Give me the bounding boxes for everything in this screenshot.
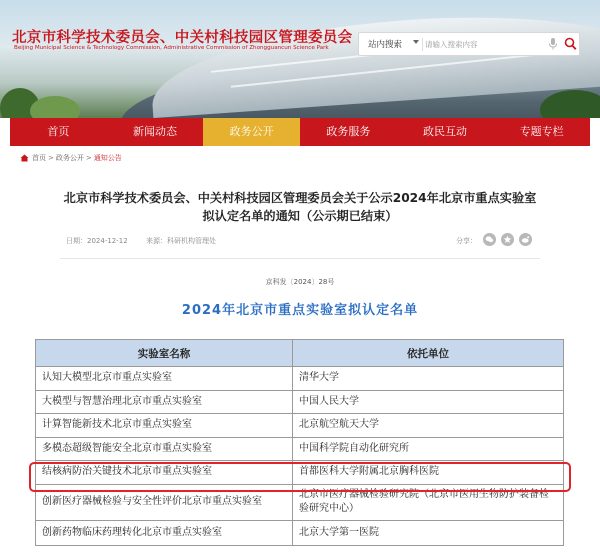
host-institution-cell: 北京大学第一医院 [293,520,564,545]
lab-list-table [35,339,564,546]
document-number: 京科发〔2024〕28号 [265,278,335,286]
host-institution-cell: 清华大学 [293,367,564,391]
home-icon [20,154,29,162]
host-institution-cell: 首都医科大学附属北京胸科医院 [293,461,564,485]
lab-name-cell: 多模态超级智能安全北京市重点实验室 [36,437,293,461]
host-institution-cell: 中国科学院自动化研究所 [293,437,564,461]
table-row [36,520,564,545]
nav-item-public-interaction[interactable]: 政民互动 [423,125,468,138]
lab-name-cell: 创新药物临床药理转化北京市重点实验室 [36,520,293,545]
table-row [36,437,564,461]
weibo-share-icon[interactable] [519,233,532,246]
lab-name-cell: 创新医疗器械检验与安全性评价北京市重点实验室 [36,484,293,520]
table-row [36,414,564,438]
table-row [36,367,564,391]
chevron-down-icon[interactable] [413,40,419,44]
main-nav [10,118,590,146]
search-icon[interactable] [564,37,577,51]
nav-item-special-topics[interactable]: 专题专栏 [519,125,564,138]
breadcrumb [20,151,122,165]
breadcrumb-separator: > [85,154,92,162]
host-institution-cell: 北京航空航天大学 [293,414,564,438]
search-separator [422,38,423,51]
lab-name-cell: 认知大模型北京市重点实验室 [36,367,293,391]
breadcrumb-separator: > [48,154,54,162]
table-row [36,390,564,414]
column-header-lab-name: 实验室名称 [36,340,293,367]
search-scope-select[interactable]: 站内搜索 [368,40,403,50]
lab-name-cell: 大模型与智慧治理北京市重点实验室 [36,390,293,414]
host-institution-cell: 中国人民大学 [293,390,564,414]
list-heading: 2024年北京市重点实验室拟认定名单 [181,303,419,318]
column-header-host-institution: 依托单位 [293,340,564,367]
site-subtitle: Beijing Municipal Science & Technology Commission, Administrative Commission of Zhongguancun Science Park [14,45,329,51]
header-banner [0,0,600,118]
lab-name-cell: 计算智能新技术北京市重点实验室 [36,414,293,438]
breadcrumb-government-affairs[interactable]: 政务公开 [55,154,84,162]
qq-zone-share-icon[interactable] [501,233,514,246]
share-label: 分享： [456,237,477,245]
site-title[interactable]: 北京市科学技术委员会、中关村科技园区管理委员会 [12,30,353,46]
article-source: 来源：科研机构管理处 [146,237,216,245]
article-title: 北京市科学技术委员会、中关村科技园区管理委员会关于公示2024年北京市重点实验室拟认定名单的通知（公示期已结束） [63,191,537,223]
host-institution-cell: 北京市医疗器械检验研究院（北京市医用生物防护装备检验研究中心） [293,484,564,520]
article-divider [60,258,540,259]
table-header-row [36,340,564,367]
breadcrumb-notices[interactable]: 通知公告 [93,154,122,162]
lab-name-cell: 结核病防治关键技术北京市重点实验室 [36,461,293,485]
breadcrumb-home[interactable]: 首页 [32,154,46,162]
nav-item-government-services[interactable]: 政务服务 [326,125,371,138]
banner-tree [30,96,80,118]
nav-item-government-affairs[interactable]: 政务公开 [203,118,300,146]
microphone-icon[interactable] [548,37,558,51]
wechat-share-icon[interactable] [483,233,496,246]
search-box [358,32,580,56]
nav-item-news[interactable]: 新闻动态 [133,125,177,138]
highlight-annotation-box [29,462,571,492]
search-input[interactable] [425,36,535,52]
nav-item-home[interactable]: 首页 [47,125,70,138]
article-date: 日期：2024-12-12 [66,237,128,245]
